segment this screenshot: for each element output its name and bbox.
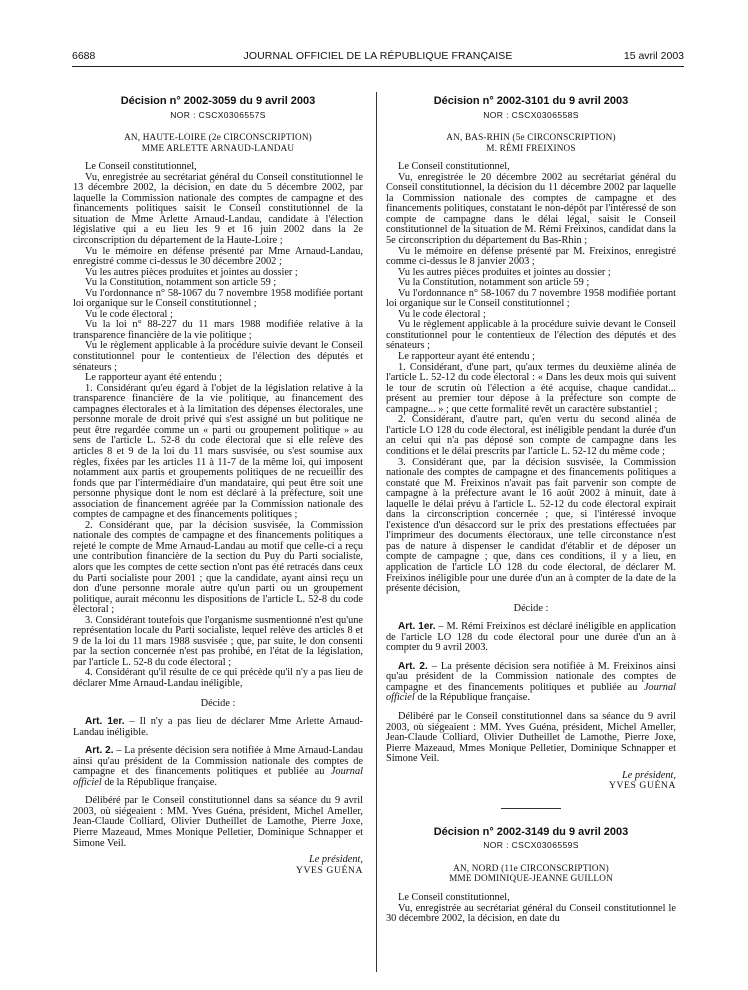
paragraph: Vu la Constitution, notamment son article 59 ;: [85, 277, 277, 289]
paragraph: Vu le mémoire en défense présenté par M. Freixinos, enregistré comme ci-dessus le 8 janvier 2003 ;: [386, 245, 676, 268]
candidate-name: MME DOMINIQUE-JEANNE GUILLON: [449, 873, 613, 884]
paragraph: Vu l'ordonnance n° 58-1067 du 7 novembre 1958 modifiée portant loi organique sur le Conseil constitutionnel ;: [73, 287, 363, 310]
paragraph: 4. Considérant qu'il résulte de ce qui précède qu'il n'y a pas lieu de déclarer Mme Arnaud-Landau inéligible,: [73, 667, 363, 689]
paragraph: Vu la loi n° 88-227 du 11 mars 1988 modifiée relative à la transparence financière de la vie politique ;: [73, 319, 363, 341]
nor-reference: NOR : CSCX0306558S: [483, 109, 579, 120]
decide-heading: Décide :: [513, 602, 549, 614]
page-number: 6688: [72, 50, 96, 62]
circonscription: AN, NORD (11e CIRCONSCRIPTION): [453, 862, 609, 873]
article-text: – M. Rémi Freixinos est déclaré inéligible en application de l'article LO 128 du code électoral pour une durée d'un an à compter du 9 avril 2003.: [386, 621, 676, 654]
paragraph: Vu, enregistrée le 20 décembre 2002 au secrétariat général du Conseil constitutionnel, la décision du 11 décembre 2002 par laquelle la Commission nationale des comptes de campagne et des financements politiques, constatant le non-dépôt par l'intéressé de son compte de campagne dans le délai légal, saisit le Conseil constitutionnel de la situation de M. Rémi Freixinos, candidat dans la 5e circonscription du département du Bas-Rhin ;: [386, 171, 676, 247]
decision-title: Décision n° 2002-3149 du 9 avril 2003: [433, 825, 629, 838]
paragraph: Vu l'ordonnance n° 58-1067 du 7 novembre 1958 modifiée portant loi organique sur le Conseil constitutionnel ;: [386, 287, 676, 310]
deliberation: Délibéré par le Conseil constitutionnel dans sa séance du 9 avril 2003, où siégeaient : MM. Yves Guéna, président, Michel Ameller, Jean-Claude Colliard, Olivier Dutheillet de Lamothe, Pierre Joxe, Pierre Mazeaud, Mmes Monique Pelletier, Dominique Schnapper et Simone Veil.: [73, 795, 363, 849]
decision-title: Décision n° 2002-3059 du 9 avril 2003: [120, 95, 316, 107]
nor-reference: NOR : CSCX0306559S: [483, 840, 579, 851]
paragraph: 3. Considérant toutefois que l'organisme susmentionné n'est qu'une représentation locale du Parti socialiste, lequel relève des articles 8 et 9 de la loi du 11 mars 1988 susvisée ; que, par suite, le don consenti par la section concernée n'est pas prohibé, en l'état de la législation, par l'article L. 52-8 du code électoral ;: [73, 614, 363, 668]
paragraph: Vu le règlement applicable à la procédure suivie devant le Conseil constitutionnel pour le contentieux de l'élection des députés et sénateurs ;: [73, 340, 363, 373]
article-text: de la République française.: [414, 692, 530, 704]
article-1: [386, 622, 676, 654]
paragraph: Vu, enregistrée au secrétariat général du Conseil constitutionnel le 13 décembre 2002, la décision, en date du 5 décembre 2002, par laquelle la Commission nationale des comptes de campagne et des financements politiques saisit le Conseil constitutionnel de la situation de Mme Arlette Arnaud-Landau, candidate à l'élection législative qui a eu lieu les 9 et 16 juin 2002 dans la 2e circonscription du département de la Haute-Loire ;: [73, 171, 363, 247]
paragraph: Vu le code électoral ;: [85, 308, 173, 320]
decision-title: Décision n° 2002-3101 du 9 avril 2003: [433, 95, 629, 107]
paragraph: Le Conseil constitutionnel,: [398, 892, 510, 903]
circonscription: AN, BAS-RHIN (5e CIRCONSCRIPTION): [446, 132, 616, 143]
article-text: – La présente décision sera notifiée à Mme Arnaud-Landau ainsi qu'au président de la Commission nationale des comptes de campagne et des financements politiques et publiée au: [73, 745, 364, 778]
paragraph: Vu les autres pièces produites et jointes au dossier ;: [398, 266, 611, 278]
candidate-name: M. RÉMI FREIXINOS: [486, 142, 576, 153]
decide-heading: Décide :: [200, 697, 236, 709]
paragraph: 3. Considérant que, par la décision susvisée, la Commission nationale des comptes de campagne et des financements politiques a constaté que M. Freixinos n'avait pas fait parvenir son compte de campagne à la préfecture avant le 16 août 2002 à minuit, date à laquelle le délai prévu à l'article L. 52-12 du code électoral expirait dans la circonscription concernée ; que, si l'intéressé invoque l'existence d'un désaccord sur le prix des prestations effectuées par l'imprimeur des documents électoraux, une telle circonstance n'est pas de nature à dispenser le candidat d'établir et de déposer un compte de campagne ; que, dans ces conditions, il y a lieu, en application de l'article LO 128 du code électoral, de déclarer M. Freixinos inéligible pour une durée d'un an à compter de la date de la présente décision,: [386, 456, 676, 595]
paragraph: 1. Considérant qu'eu égard à l'objet de la législation relative à la transparence financière de la vie politique, au financement des campagnes électorales et à la limitation des dépenses électorales, une personne morale de droit privé qui s'est assigné un but politique ne peut être regardée comme un « parti ou groupement politique » au sens de l'article L. 52-8 du code électoral que si elle relève des articles 8 et 9 de la loi du 11 mars susvisée, ou s'est soumise aux règles, fixées par les articles 11 à 11-7 de la même loi, qui imposent notamment aux partis et groupements politiques de ne recueillir des fonds que par l'intermédiaire d'un mandataire, qui peut être soit une personne physique dont le nom est déclaré à la préfecture, soit une association de financement agréée par la Commission nationale des comptes de campagne et des financements politiques ;: [73, 382, 363, 521]
article-label: Art. 1er.: [85, 716, 125, 728]
article-2: [73, 746, 363, 788]
paragraph: Le Conseil constitutionnel,: [398, 161, 510, 173]
article-text: de la République française.: [101, 776, 217, 788]
signature-name: YVES GUÉNA: [608, 780, 676, 792]
article-1: [73, 717, 363, 738]
paragraph: Vu le règlement applicable à la procédure suivie devant le Conseil constitutionnel pour le contentieux de l'élection des députés et des sénateurs ;: [386, 319, 676, 352]
candidate-name: MME ARLETTE ARNAUD-LANDAU: [141, 142, 295, 153]
paragraph: Vu le mémoire en défense présenté par Mme Arnaud-Landau, enregistré comme ci-dessus le 30 décembre 2002 ;: [73, 245, 363, 268]
article-label: Art. 2.: [85, 745, 114, 757]
article-text: – Il n'y a pas lieu de déclarer Mme Arlette Arnaud-Landau inéligible.: [73, 716, 363, 738]
column-divider: [376, 92, 377, 972]
paragraph: Le rapporteur ayant été entendu ;: [85, 372, 222, 384]
article-label: Art. 2.: [398, 660, 428, 672]
signature-title: Le président,: [621, 769, 676, 781]
circonscription: AN, HAUTE-LOIRE (2e CIRCONSCRIPTION): [124, 132, 312, 143]
left-column: [73, 96, 363, 876]
nor-reference: NOR : CSCX0306557S: [170, 109, 266, 120]
deliberation: Délibéré par le Conseil constitutionnel dans sa séance du 9 avril 2003, où siégeaient : MM. Yves Guéna, président, Michel Ameller, Jean-Claude Colliard, Olivier Dutheillet de Lamothe, Pierre Joxe, Pierre Mazeaud, Mmes Monique Pelletier, Dominique Schnapper et Simone Veil.: [386, 710, 676, 765]
article-text: – La présente décision sera notifiée à M. Freixinos ainsi qu'au président de la Commission nationale des comptes de campagne et des financements politiques et publiée au: [386, 660, 677, 693]
paragraph: Vu, enregistrée au secrétariat général du Conseil constitutionnel le 30 décembre 2002, la décision, en date du: [386, 902, 676, 925]
paragraph: Le rapporteur ayant été entendu ;: [398, 351, 535, 363]
paragraph: Le Conseil constitutionnel,: [85, 161, 197, 173]
journal-title: JOURNAL OFFICIEL DE LA RÉPUBLIQUE FRANÇAISE: [243, 50, 513, 62]
journal-name: Journal officiel: [386, 681, 676, 704]
paragraph: Vu les autres pièces produites et jointes au dossier ;: [85, 266, 298, 278]
right-column: [386, 96, 676, 925]
paragraph: 2. Considérant que, par la décision susvisée, la Commission nationale des comptes de campagne et des financements politiques a rejeté le compte de Mme Arnaud-Landau au motif que celle-ci a reçu une contribution financière de la section du Puy du Parti socialiste, alors que les comptes de cette section n'ont pas été retracés dans ceux du Parti socialiste pour 2001 ; que la candidate, ayant ainsi reçu un don d'une personne morale autre qu'un parti ou un groupement politique, aurait méconnu les dispositions de l'article L. 52-8 du code électoral ;: [73, 519, 363, 616]
header-rule: [72, 66, 684, 67]
decision-separator: [501, 808, 561, 809]
paragraph: Vu la Constitution, notamment son article 59 ;: [398, 277, 590, 289]
paragraph: 1. Considérant, d'une part, qu'aux termes du deuxième alinéa de l'article L. 52-12 du code électoral : « Dans les deux mois qui suivent le tour de scrutin où l'élection a été acquise, chaque candidat... présent au premier tour dépose à la préfecture son compte de campagne... » ; que cette formalité revêt un caractère substantiel ;: [386, 361, 676, 415]
paragraph: Vu le code électoral ;: [398, 308, 486, 320]
journal-name: Journal officiel: [73, 766, 363, 788]
paragraph: 2. Considérant, d'autre part, qu'en vertu du second alinéa de l'article LO 128 du code électoral, est inéligible pendant la durée d'un an celui qui n'a pas déposé son compte de campagne dans les conditions et le délai prescrits par l'article L. 52-12 du même code ;: [386, 414, 676, 457]
article-2: [386, 662, 676, 704]
signature-title: Le président,: [308, 854, 363, 866]
page-header: [72, 48, 684, 64]
issue-date: 15 avril 2003: [623, 50, 684, 62]
article-label: Art. 1er.: [398, 621, 436, 633]
signature-name: YVES GUÉNA: [295, 864, 363, 876]
